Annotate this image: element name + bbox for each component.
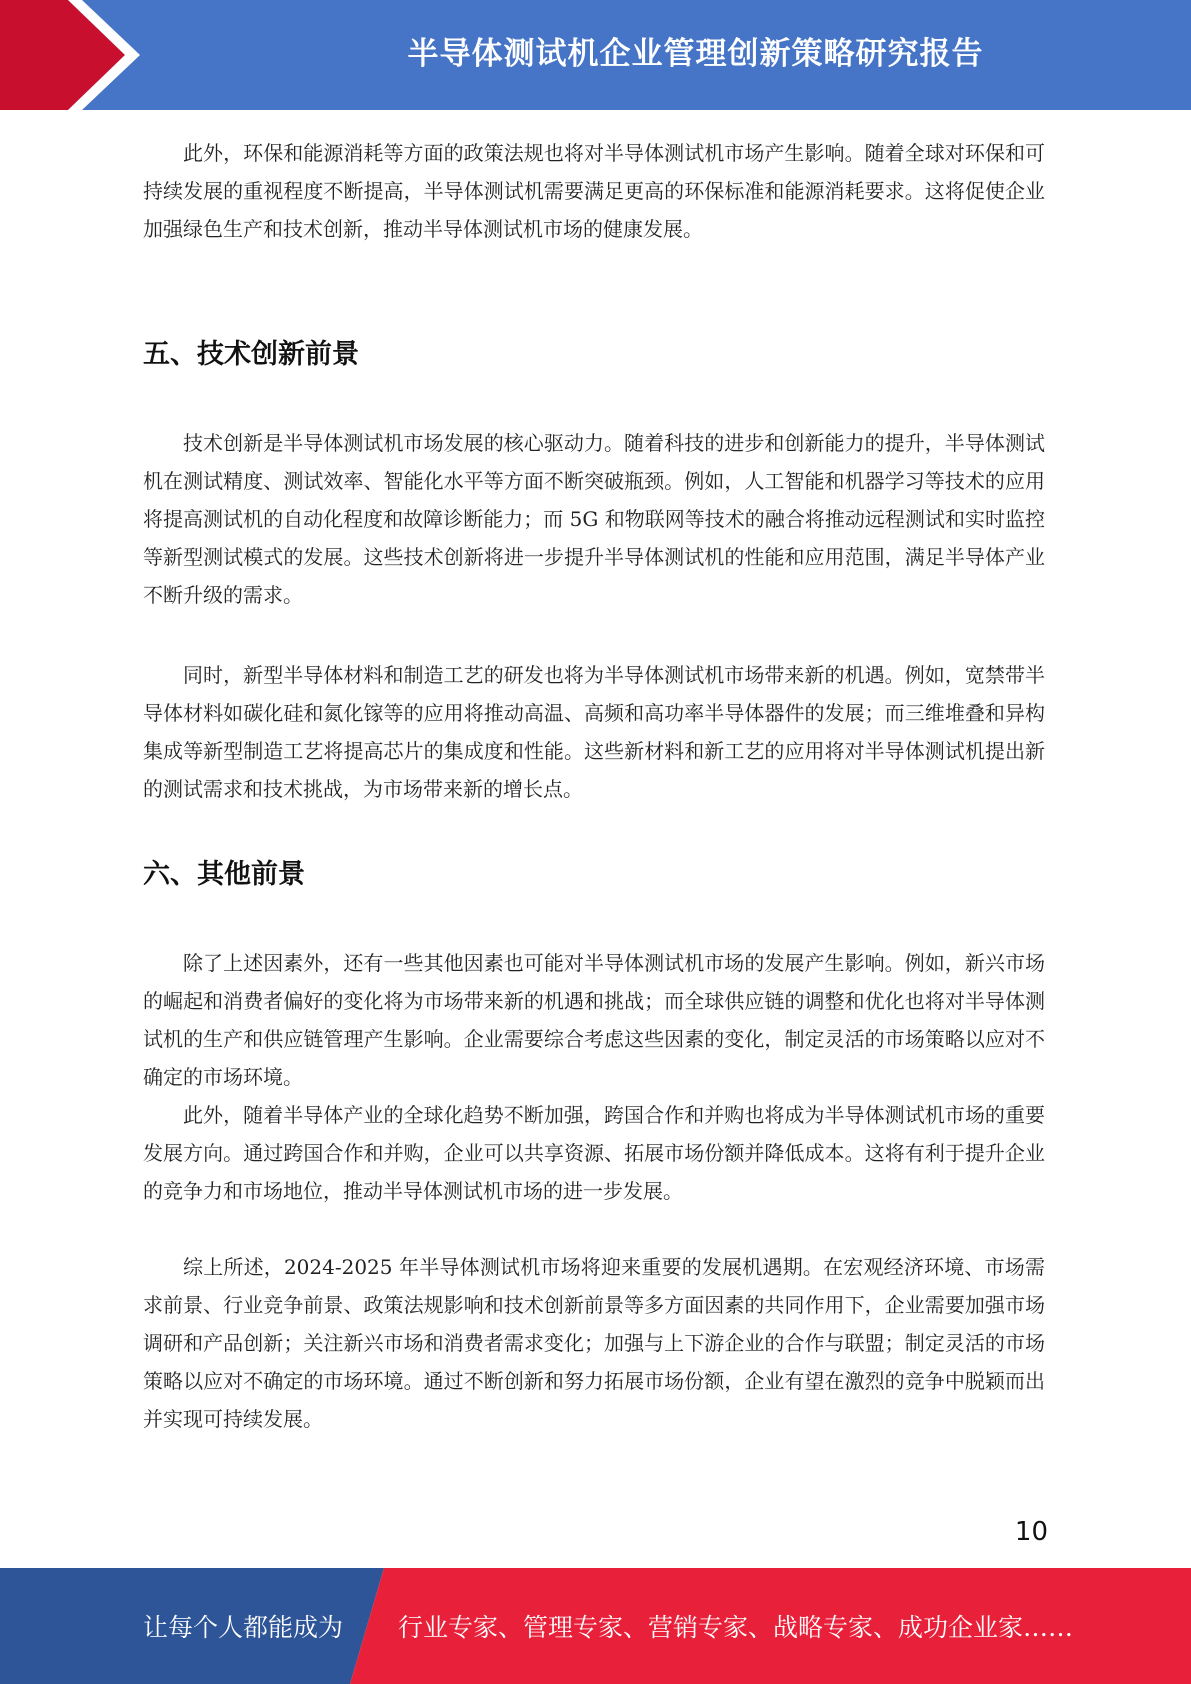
page-number: 10 — [1014, 1517, 1048, 1547]
footer-slogan-left: 让每个人都能成为 — [143, 1613, 344, 1642]
section-heading-other: 六、其他前景 — [143, 859, 305, 890]
page-header — [0, 0, 1191, 110]
page-footer — [0, 1568, 1191, 1684]
paragraph-globalization: 此外，随着半导体产业的全球化趋势不断加强，跨国合作和并购也将成为半导体测试机市场的重要发展方向。通过跨国合作和并购，企业可以共享资源、拓展市场份额并降低成本。这将有利于提升企业的竞争力和市场地位，推动半导体测试机市场的进一步发展。 — [143, 1103, 1045, 1203]
section-heading-tech: 五、技术创新前景 — [143, 339, 359, 370]
paragraph-tech-innovation: 技术创新是半导体测试机市场发展的核心驱动力。随着科技的进步和创新能力的提升，半导体测试机在测试精度、测试效率、智能化水平等方面不断突破瓶颈。例如，人工智能和机器学习等技术的应用将提高测试机的自动化程度和故障诊断能力；而 5G 和物联网等技术的融合将推动远程测试和实时监控等新型测试模式的发展。这些技术创新将进一步提升半导体测试机的性能和应用范围，满足半导体产业不断升级的需求。 — [143, 431, 1045, 607]
report-title: 半导体测试机企业管理创新策略研究报告 — [407, 35, 984, 72]
paragraph-other-factors: 除了上述因素外，还有一些其他因素也可能对半导体测试机市场的发展产生影响。例如，新兴市场的崛起和消费者偏好的变化将为市场带来新的机遇和挑战；而全球供应链的调整和优化也将对半导体测试机的生产和供应链管理产生影响。企业需要综合考虑这些因素的变化，制定灵活的市场策略以应对不确定的市场环境。 — [143, 951, 1045, 1089]
red-arrow-icon — [0, 0, 160, 110]
paragraph-new-materials: 同时，新型半导体材料和制造工艺的研发也将为半导体测试机市场带来新的机遇。例如，宽禁带半导体材料如碳化硅和氮化镓等的应用将推动高温、高频和高功率半导体器件的发展；而三维堆叠和异构集成等新型制造工艺将提高芯片的集成度和性能。这些新材料和新工艺的应用将对半导体测试机提出新的测试需求和技术挑战，为市场带来新的增长点。 — [143, 663, 1045, 801]
paragraph-environment: 此外，环保和能源消耗等方面的政策法规也将对半导体测试机市场产生影响。随着全球对环保和可持续发展的重视程度不断提高，半导体测试机需要满足更高的环保标准和能源消耗要求。这将促使企业加强绿色生产和技术创新，推动半导体测试机市场的健康发展。 — [143, 141, 1045, 241]
paragraph-summary: 综上所述，2024-2025 年半导体测试机市场将迎来重要的发展机遇期。在宏观经济环境、市场需求前景、行业竞争前景、政策法规影响和技术创新前景等多方面因素的共同作用下，企业需要加强市场调研和产品创新；关注新兴市场和消费者需求变化；加强与上下游企业的合作与联盟；制定灵活的市场策略以应对不确定的市场环境。通过不断创新和努力拓展市场份额，企业有望在激烈的竞争中脱颖而出并实现可持续发展。 — [143, 1255, 1045, 1431]
footer-slogan-right: 行业专家、管理专家、营销专家、战略专家、成功企业家…… — [398, 1613, 1074, 1642]
